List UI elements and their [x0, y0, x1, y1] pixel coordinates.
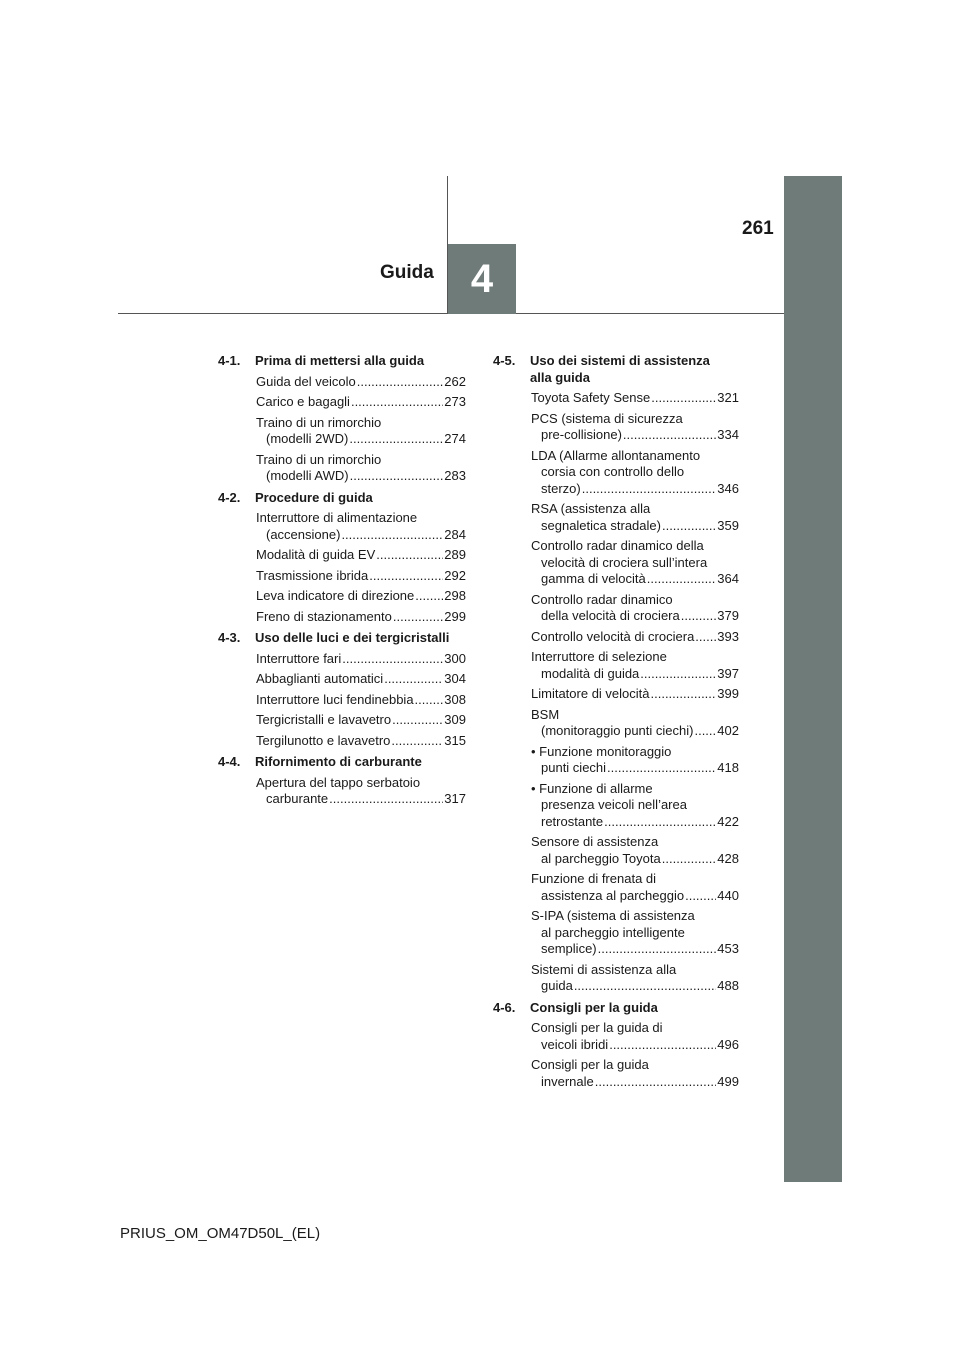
toc-entry-text: carburante: [266, 791, 329, 806]
chapter-number-box: 4: [448, 244, 516, 314]
toc-entry: [493, 686, 739, 703]
toc-entry-text: Leva indicatore di direzione: [256, 588, 415, 603]
toc-leader-dots: [574, 978, 716, 995]
page-number: 261: [742, 218, 774, 239]
toc-section-number: 4-5.: [493, 353, 516, 368]
toc-entry-line: [531, 744, 739, 761]
toc-entry-line: [256, 651, 466, 668]
toc-entry-line: [531, 962, 739, 979]
toc-leader-dots: [609, 1037, 716, 1054]
toc-entry: [218, 733, 466, 750]
toc-page-number: 379: [717, 608, 739, 623]
toc-entry-line: [531, 538, 739, 555]
toc-entry-text: Consigli per la guida: [531, 1057, 649, 1072]
toc-entry-text: Interruttore di selezione: [531, 649, 667, 664]
toc-entry: [218, 775, 466, 808]
toc-page-number: 364: [717, 571, 739, 586]
toc-entry-text: Apertura del tappo serbatoio: [256, 774, 421, 790]
toc-entry: [218, 547, 466, 564]
toc-entry-text: assistenza al parcheggio: [541, 887, 685, 903]
toc-entry-line: [531, 941, 739, 958]
toc-entry: [218, 374, 466, 391]
toc-section-title: Prima di mettersi alla guida: [255, 353, 425, 368]
toc-leader-dots: [647, 571, 717, 588]
toc-entry-line: [531, 411, 739, 428]
toc-leader-dots: [341, 527, 443, 544]
toc-section-title: Consigli per la guida: [530, 999, 658, 1015]
toc-leader-dots: [598, 941, 717, 958]
toc-entry-line: [531, 390, 739, 407]
toc-section-number: 4-4.: [218, 754, 241, 769]
toc-page-number: 488: [717, 978, 739, 993]
toc-entry: [493, 962, 739, 995]
toc-section-heading: [218, 490, 466, 507]
toc-entry-text: Traino di un rimorchio: [256, 451, 382, 467]
toc-entry-line: [531, 760, 739, 777]
toc-subentry: [493, 744, 739, 777]
toc-leader-dots: [681, 608, 717, 625]
toc-page-number: 496: [717, 1036, 739, 1052]
toc-leader-dots: [329, 791, 443, 808]
toc-column-right: [493, 353, 739, 1095]
toc-section-number: 4-1.: [218, 353, 241, 368]
toc-entry-text: semplice): [541, 941, 597, 956]
toc-entry-line: [531, 1057, 739, 1074]
toc-entry-text: Controllo velocità di crociera: [531, 628, 695, 644]
toc-section: [218, 754, 466, 808]
toc-entry-line: [531, 1074, 739, 1091]
toc-entry: [493, 908, 739, 958]
toc-entry-line: [531, 1020, 739, 1037]
toc-leader-dots: [623, 427, 716, 444]
toc-entry: [218, 692, 466, 709]
toc-entry: [218, 609, 466, 626]
toc-entry-text: punti ciechi: [541, 760, 607, 775]
toc-leader-dots: [640, 666, 716, 683]
toc-section-number: 4-2.: [218, 489, 241, 505]
toc-entry-text: Controllo radar dinamico della: [531, 538, 704, 553]
toc-entry-text: pre-collisione): [541, 427, 622, 442]
toc-entry-line: [531, 925, 739, 942]
toc-column-left: [218, 353, 466, 813]
toc-leader-dots: [415, 692, 444, 709]
toc-section-heading: [218, 754, 466, 771]
toc-entry-line: [256, 547, 466, 564]
toc-entry-line: [256, 431, 466, 448]
toc-entry-line: [531, 781, 739, 798]
toc-entry-line: [256, 609, 466, 626]
toc-entry-text: presenza veicoli nell’area: [541, 797, 687, 812]
toc-entry-line: [531, 723, 739, 740]
toc-page-number: 273: [444, 394, 466, 409]
toc-page-number: 262: [444, 373, 466, 389]
toc-page-number: 309: [444, 712, 466, 727]
toc-entry: [493, 538, 739, 588]
toc-subentry: [493, 781, 739, 831]
toc-entry: [218, 568, 466, 585]
toc-entry-text: corsia con controllo dello: [541, 464, 685, 479]
toc-entry: [218, 415, 466, 448]
toc-entry-line: [531, 707, 739, 724]
toc-page-number: 334: [717, 427, 739, 442]
toc-leader-dots: [349, 431, 443, 448]
toc-section-title: Uso dei sistemi di assistenza: [530, 353, 710, 368]
toc-entry-text: Abbaglianti automatici: [256, 671, 384, 686]
toc-entry: [218, 394, 466, 411]
toc-section-number: 4-6.: [493, 999, 516, 1015]
toc-page-number: 399: [717, 686, 739, 701]
toc-entry-text: Interruttore di alimentazione: [256, 510, 418, 525]
toc-page-number: 315: [444, 732, 466, 748]
toc-page-number: 289: [444, 547, 466, 562]
toc-entry-text: retrostante: [541, 813, 604, 829]
chapter-title: Guida: [380, 262, 434, 283]
toc-entry-line: [256, 692, 466, 709]
toc-entry-line: [531, 481, 739, 498]
toc-entry: [493, 629, 739, 646]
toc-entry: [218, 712, 466, 729]
toc-entry-text: BSM: [531, 706, 560, 722]
toc-page-number: 393: [717, 628, 739, 644]
toc-entry-text: gamma di velocità: [541, 571, 646, 586]
toc-leader-dots: [582, 481, 717, 498]
toc-entry-text: Modalità di guida EV: [256, 547, 376, 562]
toc-leader-dots: [685, 888, 716, 905]
toc-entry-line: [531, 871, 739, 888]
toc-page-number: 440: [717, 887, 739, 903]
toc-page-number: 304: [444, 671, 466, 686]
toc-entry-line: [531, 592, 739, 609]
toc-entry-line: [531, 834, 739, 851]
toc-entry: [218, 452, 466, 485]
toc-entry-line: [531, 448, 739, 465]
toc-entry-text: RSA (assistenza alla: [531, 501, 651, 516]
toc-leader-dots: [342, 651, 443, 668]
toc-entry-line: [256, 712, 466, 729]
toc-leader-dots: [392, 712, 443, 729]
toc-leader-dots: [651, 390, 716, 407]
document-code: PRIUS_OM_OM47D50L_(EL): [120, 1225, 321, 1242]
toc-entry-text: Carico e bagagli: [256, 394, 350, 409]
toc-entry-text: sterzo): [541, 480, 581, 496]
toc-entry-text: veicoli ibridi: [541, 1036, 609, 1052]
toc-leader-dots: [384, 671, 443, 688]
toc-entry-text: S-IPA (sistema di assistenza: [531, 908, 695, 923]
chapter-side-tab: [784, 176, 842, 1182]
toc-entry-text: LDA (Allarme allontanamento: [531, 447, 701, 463]
toc-entry-text: al parcheggio intelligente: [541, 924, 685, 940]
toc-entry-text: Consigli per la guida di: [531, 1020, 663, 1035]
toc-entry-line: [531, 501, 739, 518]
toc-entry-text: • Funzione monitoraggio: [531, 743, 672, 759]
toc-page-number: 299: [444, 608, 466, 624]
toc-page-number: 321: [717, 390, 739, 405]
toc-section: [218, 630, 466, 749]
toc-page-number: 428: [717, 850, 739, 866]
toc-entry-text: al parcheggio Toyota: [541, 850, 661, 866]
toc-leader-dots: [595, 1074, 717, 1091]
toc-entry-line: [256, 671, 466, 688]
toc-section-title: alla guida: [530, 369, 590, 385]
toc-leader-dots: [604, 814, 716, 831]
toc-entry-line: [531, 571, 739, 588]
toc-entry: [493, 390, 739, 407]
toc-entry-line: [531, 686, 739, 703]
toc-entry-text: Trasmissione ibrida: [256, 567, 369, 583]
toc-entry: [218, 510, 466, 543]
toc-entry-line: [531, 649, 739, 666]
toc-entry: [493, 1057, 739, 1090]
toc-entry-text: Guida del veicolo: [256, 373, 356, 389]
toc-page-number: 422: [717, 813, 739, 829]
toc-page-number: 346: [717, 480, 739, 496]
toc-page-number: 499: [717, 1073, 739, 1089]
toc-page-number: 284: [444, 526, 466, 542]
toc-entry-line: [256, 452, 466, 469]
toc-section-heading: [493, 353, 739, 386]
toc-leader-dots: [695, 629, 716, 646]
toc-entry: [493, 501, 739, 534]
toc-entry-text: (modelli 2WD): [266, 431, 349, 446]
toc-section: [218, 353, 466, 485]
toc-leader-dots: [662, 518, 716, 535]
toc-page-number: 308: [444, 691, 466, 707]
toc-entry-text: Funzione di frenata di: [531, 871, 657, 886]
toc-entry-text: (modelli AWD): [266, 468, 349, 483]
toc-entry-line: [256, 775, 466, 792]
toc-leader-dots: [607, 760, 716, 777]
toc-entry-line: [531, 427, 739, 444]
toc-entry: [493, 411, 739, 444]
toc-entry-line: [256, 568, 466, 585]
toc-section: [493, 1000, 739, 1091]
toc-page-number: 300: [444, 650, 466, 666]
toc-page-number: 453: [717, 941, 739, 956]
toc-page-number: 283: [444, 468, 466, 483]
toc-entry-line: [531, 908, 739, 925]
toc-page-number: 298: [444, 588, 466, 603]
toc-section: [218, 490, 466, 626]
toc-page-number: 402: [717, 723, 739, 738]
toc-entry-text: Tergicristalli e lavavetro: [256, 712, 392, 727]
toc-page-number: 418: [717, 760, 739, 775]
toc-entry-text: modalità di guida: [541, 665, 640, 681]
toc-section-number: 4-3.: [218, 630, 241, 645]
toc-entry-line: [531, 1037, 739, 1054]
toc-entry-line: [531, 518, 739, 535]
toc-entry-line: [531, 851, 739, 868]
toc-page-number: 274: [444, 431, 466, 446]
toc-entry-line: [531, 464, 739, 481]
toc-entry-text: (monitoraggio punti ciechi): [541, 723, 694, 738]
toc-entry: [218, 588, 466, 605]
toc-section-heading: [218, 630, 466, 647]
toc-entry-line: [256, 527, 466, 544]
toc-page-number: 292: [444, 567, 466, 583]
toc-leader-dots: [391, 733, 443, 750]
toc-section-heading: [218, 353, 466, 370]
toc-leader-dots: [415, 588, 443, 605]
toc-leader-dots: [351, 394, 443, 411]
toc-entry-line: [531, 629, 739, 646]
toc-entry-text: della velocità di crociera: [541, 608, 680, 623]
toc-entry-line: [531, 608, 739, 625]
toc-entry-text: guida: [541, 978, 573, 993]
toc-entry-text: Interruttore fari: [256, 650, 342, 666]
toc-entry-text: velocità di crociera sull’intera: [541, 554, 708, 570]
toc-leader-dots: [662, 851, 717, 868]
toc-entry-text: segnaletica stradale): [541, 517, 661, 533]
toc-entry-line: [256, 394, 466, 411]
toc-section-title: Procedure di guida: [255, 489, 373, 505]
toc-page-number: 397: [717, 665, 739, 681]
toc-section-title: Rifornimento di carburante: [255, 754, 422, 769]
toc-entry: [218, 671, 466, 688]
toc-entry-text: PCS (sistema di sicurezza: [531, 410, 683, 426]
toc-entry-text: Interruttore luci fendinebbia: [256, 691, 414, 707]
toc-entry-line: [256, 733, 466, 750]
toc-section-title: Uso delle luci e dei tergicristalli: [255, 630, 450, 645]
toc-leader-dots: [350, 468, 444, 485]
toc-entry-line: [531, 978, 739, 995]
toc-leader-dots: [393, 609, 443, 626]
toc-leader-dots: [357, 374, 444, 391]
toc-entry: [493, 871, 739, 904]
toc-entry: [218, 651, 466, 668]
toc-section-heading: [493, 1000, 739, 1017]
toc-entry-text: Limitatore di velocità: [531, 686, 650, 701]
toc-entry: [493, 592, 739, 625]
toc-entry-text: invernale: [541, 1073, 594, 1089]
toc-entry-line: [256, 791, 466, 808]
toc-entry-text: Controllo radar dinamico: [531, 591, 673, 607]
toc-entry-line: [531, 814, 739, 831]
toc-leader-dots: [694, 723, 716, 740]
toc-page-number: 317: [444, 791, 466, 806]
toc-entry-text: (accensione): [266, 526, 341, 542]
toc-entry-line: [256, 510, 466, 527]
toc-entry: [493, 707, 739, 740]
toc-entry-text: Freno di stazionamento: [256, 608, 392, 624]
toc-entry: [493, 448, 739, 498]
toc-entry-line: [531, 666, 739, 683]
toc-leader-dots: [369, 568, 443, 585]
toc-entry-text: Sistemi di assistenza alla: [531, 961, 677, 977]
toc-entry-line: [256, 415, 466, 432]
toc-entry-text: Traino di un rimorchio: [256, 414, 382, 430]
toc-entry-line: [531, 888, 739, 905]
toc-entry-line: [256, 374, 466, 391]
toc-entry-line: [256, 468, 466, 485]
toc-entry: [493, 1020, 739, 1053]
toc-entry: [493, 649, 739, 682]
toc-page-number: 359: [717, 517, 739, 533]
toc-leader-dots: [376, 547, 443, 564]
toc-entry-line: [531, 555, 739, 572]
toc-entry-text: Tergilunotto e lavavetro: [256, 732, 391, 748]
toc-entry: [493, 834, 739, 867]
toc-section: [493, 353, 739, 995]
toc-entry-text: Sensore di assistenza: [531, 834, 659, 849]
toc-entry-text: • Funzione di allarme: [531, 780, 653, 796]
toc-entry-line: [531, 797, 739, 814]
toc-entry-text: Toyota Safety Sense: [531, 390, 651, 405]
toc-leader-dots: [651, 686, 717, 703]
toc-entry-line: [256, 588, 466, 605]
